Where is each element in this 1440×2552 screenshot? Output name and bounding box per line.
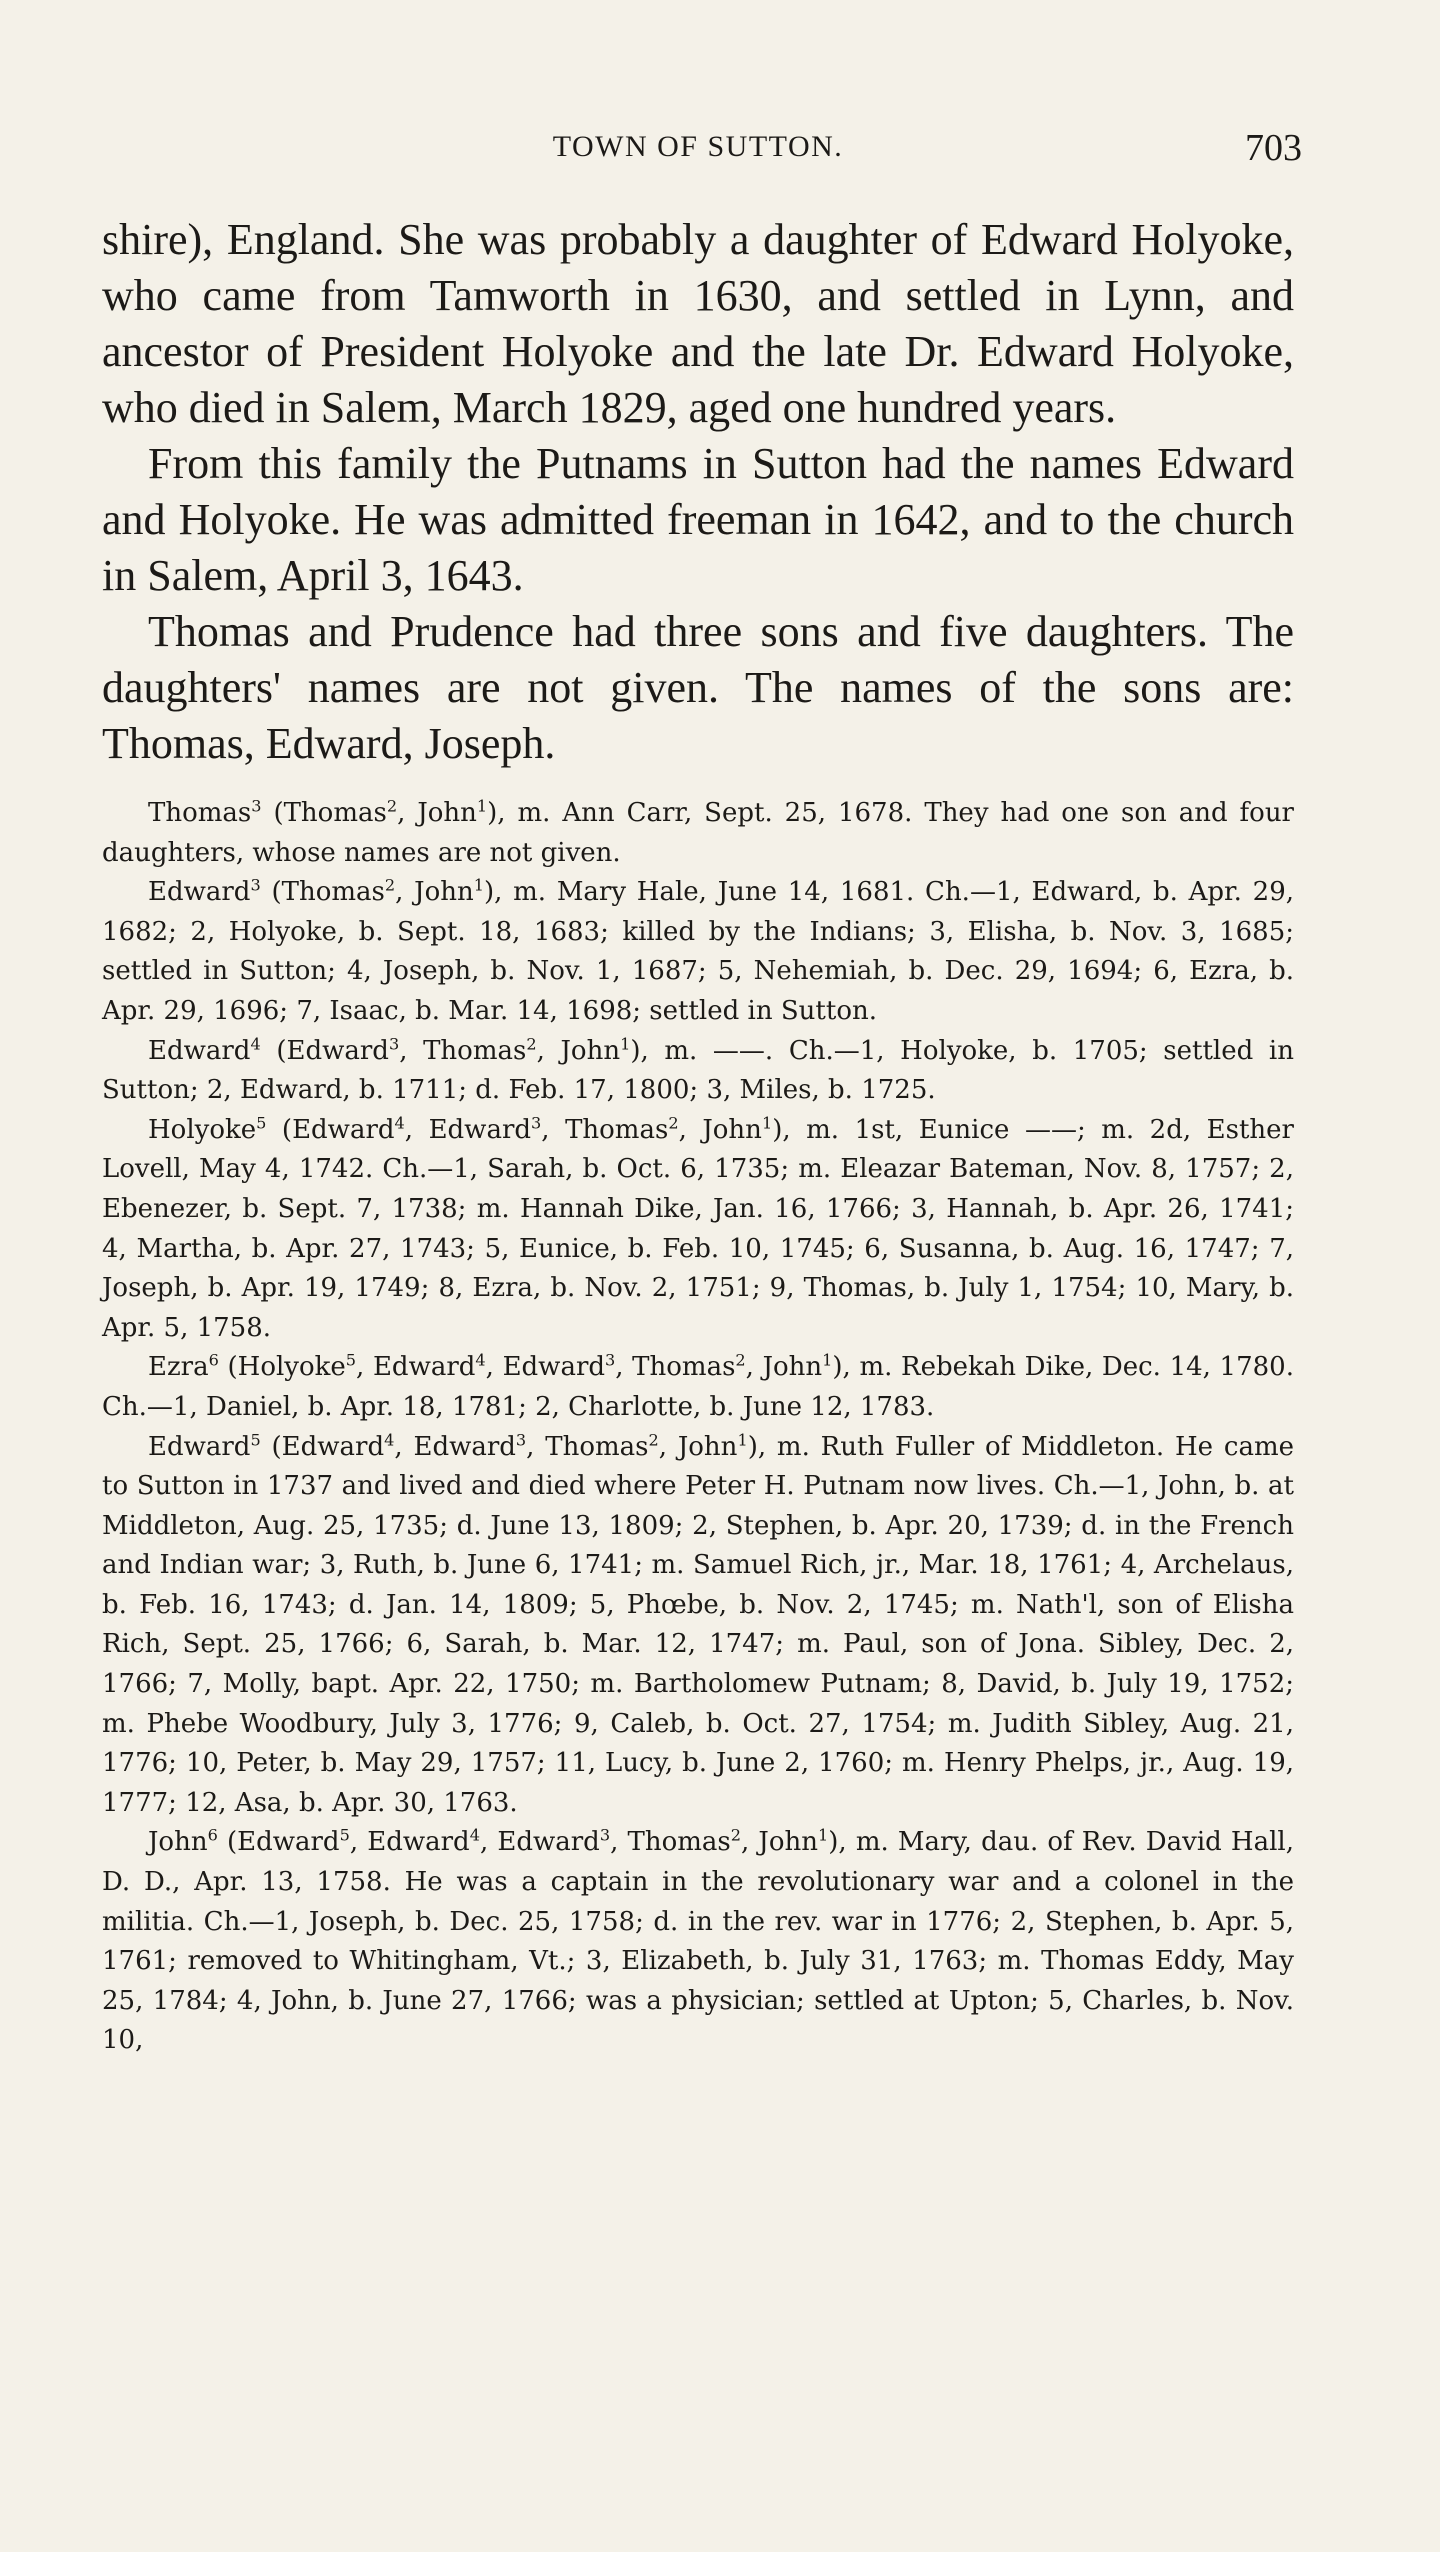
generation-number: 1 <box>761 1113 773 1133</box>
ancestor-name: John <box>677 1431 738 1462</box>
generation-number: 1 <box>818 1825 829 1845</box>
ancestor-name: John <box>560 1035 621 1066</box>
ancestor-name: Edward <box>502 1352 606 1383</box>
body-paragraph: Thomas and Prudence had three sons and five daughters. The daughters' names are not given. The names of the sons are: Thomas, Edward, Joseph. <box>102 607 1294 768</box>
entry-text: m. Mary Hale, June 14, 1681. Ch.—1, Edward, b. Apr. 29, 1682; 2, Holyoke, b. Sept. 18, 1683; killed by the Indians; 3, Elisha, b. Nov. 3, 1685; settled in Sutton; 4, Joseph, b. Nov. 1, 1687; 5, Nehemiah, b. Dec. 29, 1694; 6, Ezra, b. Apr. 29, 1696; 7, Isaac, b. Mar. 14, 1698; settled in Sutton. <box>102 877 1295 1026</box>
ancestor-name: Thomas <box>423 1035 527 1066</box>
ancestor-name: Edward <box>286 1035 389 1066</box>
generation-number: 3 <box>605 1350 616 1370</box>
ancestor-name: Edward <box>367 1827 470 1858</box>
running-title: TOWN OF SUTTON. <box>552 130 844 163</box>
entry-text: m. Mary, dau. of Rev. David Hall, D. D., Apr. 13, 1758. He was a captain in the revolutionary war and a colonel in the militia. Ch.—1, Joseph, b. Dec. 25, 1758; d. in the rev. war in 1776; 2, Stephen, b. Apr. 5, 1761; removed to Whitingham, Vt.; 3, Elizabeth, b. July 31, 1763; m. Thomas Eddy, May 25, 1784; 4, John, b. June 27, 1766; was a physician; settled at Upton; 5, Charles, b. Nov. 10, <box>102 1827 1295 2056</box>
ancestor-name: John <box>762 1352 823 1383</box>
person-name: Edward <box>148 1431 251 1462</box>
generation-number: 4 <box>475 1350 486 1370</box>
genealogy-entry: Ezra$^6$ (Holyoke$^5$, Edward$^4$, Edward$^3$, Thomas$^2$, John$^1$), m. Rebekah Dike, Dec. 14, 1780. Ch.—1, Daniel, b. Apr. 18, 1781; 2, Charlotte, b. June 12, 1783. <box>102 1350 1294 1422</box>
generation-number: 5 <box>345 1350 357 1370</box>
genealogy-entry: Holyoke$^5$ (Edward$^4$, Edward$^3$, Thomas$^2$, John$^1$), m. 1st, Eunice ——; m. 2d, Esther Lovell, May 4, 1742. Ch.—1, Sarah, b. Oct. 6, 1735; m. Eleazar Bateman, Nov. 8, 1757; 2, Ebenezer, b. Sept. 7, 1738; m. Hannah Dike, Jan. 16, 1766; 3, Hannah, b. Apr. 26, 1741; 4, Martha, b. Apr. 27, 1743; 5, Eunice, b. Feb. 10, 1745; 6, Susanna, b. Aug. 16, 1747; 7, Joseph, b. Apr. 19, 1749; 8, Ezra, b. Nov. 2, 1751; 9, Thomas, b. July 1, 1754; 10, Mary, b. Apr. 5, 1758. <box>102 1113 1294 1343</box>
generation-number: 3 <box>599 1825 611 1845</box>
generation-number: 2 <box>648 1429 659 1449</box>
generation-number: 3 <box>531 1113 542 1133</box>
genealogy-entries <box>102 794 1294 2061</box>
ancestor-name: Thomas <box>627 1827 731 1858</box>
ancestor-name: Thomas <box>545 1431 649 1462</box>
generation-number: 2 <box>730 1825 741 1845</box>
ancestor-name: Edward <box>497 1827 600 1858</box>
ancestor-name: Thomas <box>565 1114 669 1145</box>
person-name: Holyoke <box>148 1114 257 1145</box>
generation-number: 4 <box>384 1429 395 1449</box>
generation-number: 1 <box>620 1033 631 1053</box>
ancestor-name: Edward <box>237 1827 340 1858</box>
entry-text: m. Ruth Fuller of Middleton. He came to Sutton in 1737 and lived and died where Peter H. Putnam now lives. Ch.—1, John, b. at Middleton, Aug. 25, 1735; d. June 13, 1809; 2, Stephen, b. Apr. 20, 1739; d. in the French and Indian war; 3, Ruth, b. June 6, 1741; m. Samuel Rich, jr., Mar. 18, 1761; 4, Archelaus, b. Feb. 16, 1743; d. Jan. 14, 1809; 5, Phœbe, b. Nov. 2, 1745; m. Nath'l, son of Elisha Rich, Sept. 25, 1766; 6, Sarah, b. Mar. 12, 1747; m. Paul, son of Jona. Sibley, Dec. 2, 1766; 7, Molly, bapt. Apr. 22, 1750; m. Bartholomew Putnam; 8, David, b. July 19, 1752; m. Phebe Woodbury, July 3, 1776; 9, Caleb, b. Oct. 27, 1754; m. Judith Sibley, Aug. 21, 1776; 10, Peter, b. May 29, 1757; 11, Lucy, b. June 2, 1760; m. Henry Phelps, jr., Aug. 19, 1777; 12, Asa, b. Apr. 30, 1763. <box>102 1431 1294 1818</box>
generation-number: 4 <box>394 1113 405 1133</box>
generation-number: 2 <box>735 1350 746 1370</box>
genealogy-entry: Edward$^4$ (Edward$^3$, Thomas$^2$, John$^1$), m. ——. Ch.—1, Holyoke, b. 1705; settled in Sutton; 2, Edward, b. 1711; d. Feb. 17, 1800; 3, Miles, b. 1725. <box>102 1033 1294 1106</box>
ancestor-name: John <box>702 1114 762 1145</box>
generation-number: 5 <box>339 1825 350 1845</box>
entry-text: m. Ann Carr, Sept. 25, 1678. They had one son and four daughters, whose names are not given. <box>102 798 1294 868</box>
generation-number: 1 <box>737 1429 748 1449</box>
entry-text: m. ——. Ch.—1, Holyoke, b. 1705; settled in Sutton; 2, Edward, b. 1711; d. Feb. 17, 1800; 3, Miles, b. 1725. <box>102 1035 1294 1106</box>
body-paragraph: shire), England. She was probably a daughter of Edward Holyoke, who came from Tamworth in 1630, and settled in Lynn, and ancestor of President Holyoke and the late Dr. Edward Holyoke, who died in Salem, March 1829, aged one hundred years. <box>102 215 1294 432</box>
person-name: Edward <box>148 877 251 908</box>
generation-number: 6 <box>207 1825 218 1845</box>
ancestor-name: Holyoke <box>237 1352 346 1383</box>
genealogy-entry: John$^6$ (Edward$^5$, Edward$^4$, Edward$^3$, Thomas$^2$, John$^1$), m. Mary, dau. of Rev. David Hall, D. D., Apr. 13, 1758. He was a captain in the revolutionary war and a colonel in the militia. Ch.—1, Joseph, b. Dec. 25, 1758; d. in the rev. war in 1776; 2, Stephen, b. Apr. 5, 1761; removed to Whitingham, Vt.; 3, Elizabeth, b. July 31, 1763; m. Thomas Eddy, May 25, 1784; 4, John, b. June 27, 1766; was a physician; settled at Upton; 5, Charles, b. Nov. 10, <box>102 1825 1295 2056</box>
ancestor-name: Thomas <box>632 1352 736 1383</box>
page-number: 703 <box>1245 127 1302 169</box>
body-text <box>102 212 1294 772</box>
generation-number: 5 <box>256 1113 267 1133</box>
generation-number: 4 <box>469 1825 480 1845</box>
ancestor-name: Edward <box>372 1352 476 1383</box>
entry-text: m. 1st, Eunice ——; m. 2d, Esther Lovell, May 4, 1742. Ch.—1, Sarah, b. Oct. 6, 1735; m. Eleazar Bateman, Nov. 8, 1757; 2, Ebenezer, b. Sept. 7, 1738; m. Hannah Dike, Jan. 16, 1766; 3, Hannah, b. Apr. 26, 1741; 4, Martha, b. Apr. 27, 1743; 5, Eunice, b. Feb. 10, 1745; 6, Susanna, b. Aug. 16, 1747; 7, Joseph, b. Apr. 19, 1749; 8, Ezra, b. Nov. 2, 1751; 9, Thomas, b. July 1, 1754; 10, Mary, b. Apr. 5, 1758. <box>102 1114 1294 1343</box>
generation-number: 1 <box>476 796 488 816</box>
ancestor-name: Edward <box>281 1431 385 1462</box>
genealogy-entry: Edward$^5$ (Edward$^4$, Edward$^3$, Thomas$^2$, John$^1$), m. Ruth Fuller of Middleton. He came to Sutton in 1737 and lived and died where Peter H. Putnam now lives. Ch.—1, John, b. at Middleton, Aug. 25, 1735; d. June 13, 1809; 2, Stephen, b. Apr. 20, 1739; d. in the French and Indian war; 3, Ruth, b. June 6, 1741; m. Samuel Rich, jr., Mar. 18, 1761; 4, Archelaus, b. Feb. 16, 1743; d. Jan. 14, 1809; 5, Phœbe, b. Nov. 2, 1745; m. Nath'l, son of Elisha Rich, Sept. 25, 1766; 6, Sarah, b. Mar. 12, 1747; m. Paul, son of Jona. Sibley, Dec. 2, 1766; 7, Molly, bapt. Apr. 22, 1750; m. Bartholomew Putnam; 8, David, b. July 19, 1752; m. Phebe Woodbury, July 3, 1776; 9, Caleb, b. Oct. 27, 1754; m. Judith Sibley, Aug. 21, 1776; 10, Peter, b. May 29, 1757; 11, Lucy, b. June 2, 1760; m. Henry Phelps, jr., Aug. 19, 1777; 12, Asa, b. Apr. 30, 1763. <box>102 1429 1294 1818</box>
body-paragraph: From this family the Putnams in Sutton had the names Edward and Holyoke. He was admitted freeman in 1642, and to the church in Salem, April 3, 1643. <box>102 439 1294 600</box>
person-name: Thomas <box>148 798 252 828</box>
ancestor-name: Edward <box>413 1431 516 1462</box>
generation-number: 2 <box>526 1033 537 1053</box>
ancestor-name: Thomas <box>283 798 387 828</box>
generation-number: 4 <box>250 1033 261 1053</box>
person-name: John <box>148 1827 208 1858</box>
generation-number: 1 <box>822 1350 833 1370</box>
generation-number: 3 <box>250 875 261 895</box>
genealogy-entry: Thomas$^3$ (Thomas$^2$, John$^1$), m. Ann Carr, Sept. 25, 1678. They had one son and four daughters, whose names are not given. <box>102 796 1294 868</box>
generation-number: 3 <box>251 796 262 816</box>
ancestor-name: Edward <box>428 1114 532 1145</box>
ancestor-name: Edward <box>292 1114 395 1145</box>
generation-number: 2 <box>386 796 398 816</box>
person-name: Edward <box>148 1035 251 1066</box>
ancestor-name: Thomas <box>281 877 385 908</box>
entry-text: m. Rebekah Dike, Dec. 14, 1780. Ch.—1, Daniel, b. Apr. 18, 1781; 2, Charlotte, b. June 12, 1783. <box>102 1352 1294 1422</box>
generation-number: 5 <box>250 1429 261 1449</box>
generation-number: 6 <box>208 1350 219 1370</box>
person-name: Ezra <box>148 1352 209 1383</box>
ancestor-name: John <box>414 877 474 908</box>
generation-number: 3 <box>515 1429 527 1449</box>
generation-number: 3 <box>388 1033 400 1053</box>
book-page <box>102 122 1302 2061</box>
ancestor-name: John <box>758 1827 818 1858</box>
generation-number: 2 <box>384 875 396 895</box>
ancestor-name: John <box>417 798 477 828</box>
generation-number: 2 <box>668 1113 679 1133</box>
running-head <box>102 122 1302 172</box>
generation-number: 1 <box>473 875 484 895</box>
genealogy-entry: Edward$^3$ (Thomas$^2$, John$^1$), m. Mary Hale, June 14, 1681. Ch.—1, Edward, b. Apr. 29, 1682; 2, Holyoke, b. Sept. 18, 1683; killed by the Indians; 3, Elisha, b. Nov. 3, 1685; settled in Sutton; 4, Joseph, b. Nov. 1, 1687; 5, Nehemiah, b. Dec. 29, 1694; 6, Ezra, b. Apr. 29, 1696; 7, Isaac, b. Mar. 14, 1698; settled in Sutton. <box>102 875 1295 1026</box>
